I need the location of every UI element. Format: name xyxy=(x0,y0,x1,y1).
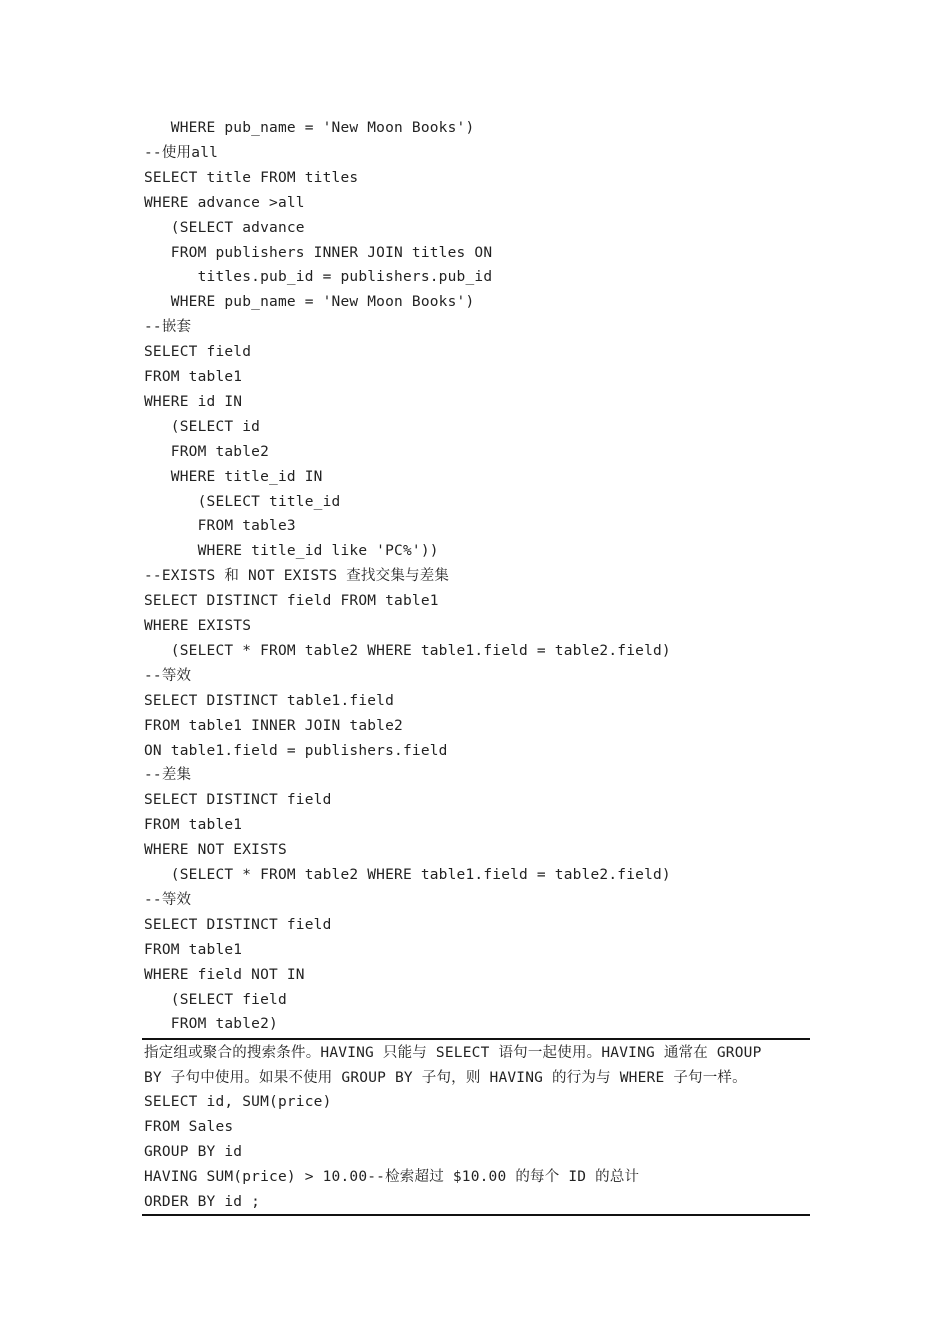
code-line: FROM table1 xyxy=(144,369,243,385)
code-line: SELECT id, SUM(price) xyxy=(144,1094,332,1110)
code-line: WHERE id IN xyxy=(144,393,243,410)
code-line: --嵌套 xyxy=(144,319,192,336)
code-line: (SELECT * FROM table2 WHERE table1.field = table2.field) xyxy=(144,867,671,883)
code-line: --差集 xyxy=(144,767,192,784)
divider-top xyxy=(142,1038,810,1040)
code-line: ON table1.field = publishers.field xyxy=(144,742,448,759)
code-line: (SELECT title_id xyxy=(144,493,341,510)
code-line: SELECT title FROM titles xyxy=(144,169,359,186)
code-line: ORDER BY id ; xyxy=(144,1194,261,1210)
code-line: WHERE field NOT IN xyxy=(144,966,305,983)
code-line: FROM table1 INNER JOIN table2 xyxy=(144,717,403,734)
code-line: WHERE title_id like 'PC%')) xyxy=(144,543,439,560)
description-line: 指定组或聚合的搜索条件。HAVING 只能与 SELECT 语句一起使用。HAVING 通常在 GROUP xyxy=(144,1045,762,1061)
code-line: (SELECT id xyxy=(144,418,261,435)
code-line: SELECT field xyxy=(144,344,252,361)
code-line: WHERE NOT EXISTS xyxy=(144,842,287,859)
code-line: (SELECT advance xyxy=(144,219,305,236)
description-line: BY 子句中使用。如果不使用 GROUP BY 子句，则 HAVING 的行为与 WHERE 子句一样。 xyxy=(144,1070,747,1086)
code-line: --使用all xyxy=(144,144,219,161)
code-line: FROM Sales xyxy=(144,1119,234,1135)
code-line: HAVING SUM(price) > 10.00--检索超过 $10.00 的每个 ID 的总计 xyxy=(144,1169,640,1185)
code-line: SELECT DISTINCT field xyxy=(144,916,332,933)
code-line: GROUP BY id xyxy=(144,1144,243,1160)
code-line: (SELECT field xyxy=(144,991,287,1008)
code-line: FROM publishers INNER JOIN titles ON xyxy=(144,244,493,261)
code-line: FROM table2 xyxy=(144,443,270,460)
code-line: SELECT DISTINCT field xyxy=(144,792,332,809)
code-line: WHERE advance >all xyxy=(144,194,305,211)
code-line: --等效 xyxy=(144,667,192,684)
code-line: SELECT DISTINCT field FROM table1 xyxy=(144,593,439,610)
code-line: FROM table1 xyxy=(144,817,243,834)
code-line: --等效 xyxy=(144,891,192,908)
code-line: (SELECT * FROM table2 WHERE table1.field = table2.field) xyxy=(144,642,671,659)
code-line: FROM table3 xyxy=(144,518,296,535)
code-line: WHERE pub_name = 'New Moon Books') xyxy=(144,294,475,311)
code-line: WHERE pub_name = 'New Moon Books') xyxy=(144,120,475,136)
code-line: SELECT DISTINCT table1.field xyxy=(144,692,395,709)
code-line: WHERE title_id IN xyxy=(144,468,323,485)
code-line: titles.pub_id = publishers.pub_id xyxy=(144,269,493,286)
code-line: FROM table2) xyxy=(144,1016,278,1033)
divider-bottom xyxy=(142,1214,810,1216)
code-line: FROM table1 xyxy=(144,941,243,958)
code-line: --EXISTS 和 NOT EXISTS 查找交集与差集 xyxy=(144,568,450,585)
code-line: WHERE EXISTS xyxy=(144,618,252,634)
